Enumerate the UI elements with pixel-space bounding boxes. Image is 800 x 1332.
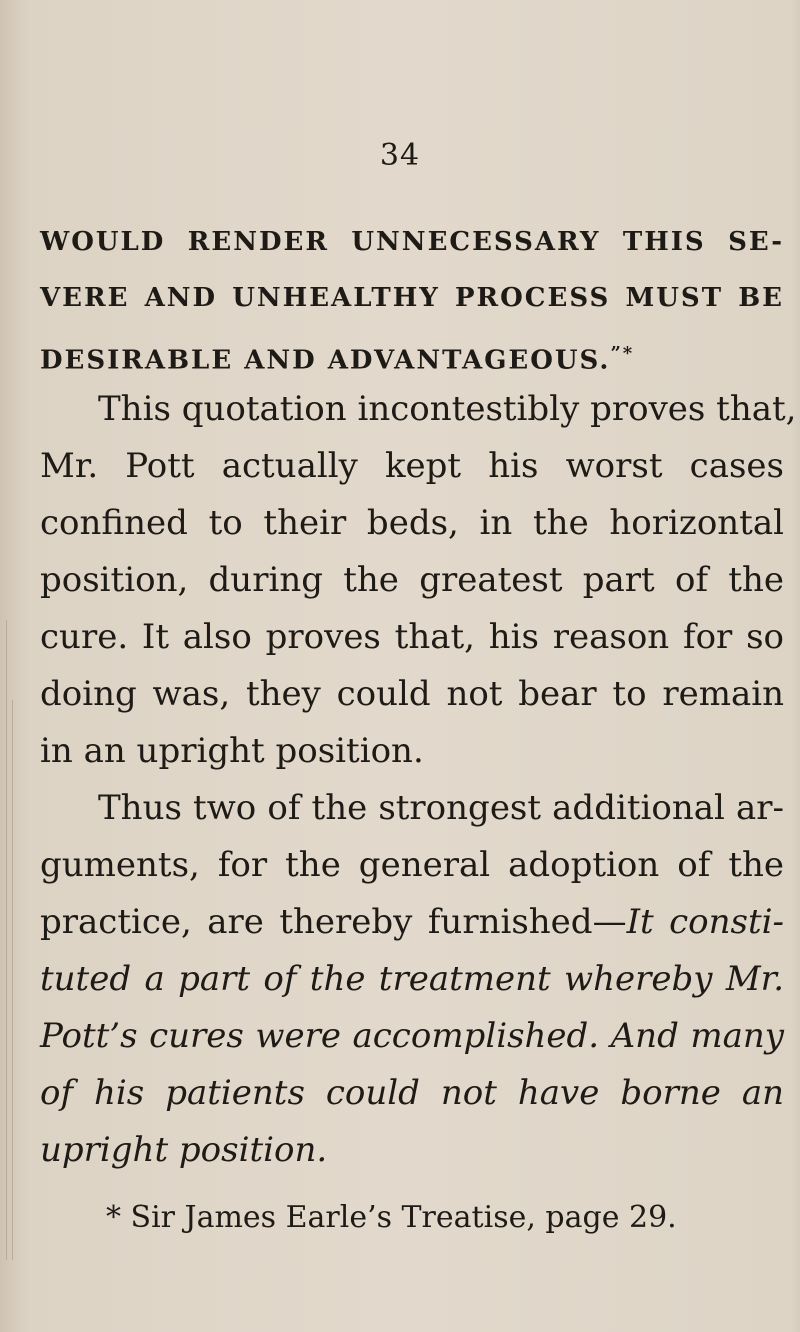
italic-line: Pott’s cures were accomplished. And many (40, 1016, 784, 1056)
quote-line-text: DESIRABLE AND ADVANTAGEOUS. (40, 345, 611, 376)
italic-line: of his patients could not have borne an (40, 1073, 784, 1113)
footnote: * Sir James Earle’s Treatise, page 29. (106, 1200, 677, 1235)
paragraph-1-line: confined to their beds, in the horizontal (40, 503, 784, 543)
page-number: 34 (379, 138, 421, 173)
paragraph-2-text: practice, are thereby furnished— (40, 902, 627, 942)
quote-line-last (40, 334, 784, 381)
paragraph-2-line-mixed (40, 902, 784, 942)
italic-line: upright position. (40, 1130, 328, 1170)
paragraph-1-line: cure. It also proves that, his reason for so (40, 617, 784, 657)
paragraph-1-line: doing was, they could not bear to remain (40, 674, 784, 714)
quote-line: WOULD RENDER UNNECESSARY THIS SE- (40, 227, 784, 257)
quote-line: VERE AND UNHEALTHY PROCESS MUST BE (40, 283, 784, 313)
page-edge-line (6, 620, 7, 1260)
italic-text: It consti- (626, 902, 784, 942)
paragraph-1-line: This quotation incontestibly proves that, (98, 389, 797, 429)
italic-line: tuted a part of the treatment whereby Mr. (40, 959, 784, 999)
paragraph-1-line: in an upright position. (40, 731, 424, 771)
paragraph-1-line: position, during the greatest part of the (40, 560, 784, 600)
paragraph-2-line: Thus two of the strongest additional ar- (98, 788, 784, 828)
quote-end-mark: ”* (610, 343, 635, 364)
paragraph-2-line: guments, for the general adoption of the (40, 845, 784, 885)
page-edge-line (12, 700, 13, 1260)
paragraph-1-line: Mr. Pott actually kept his worst cases (40, 446, 784, 486)
